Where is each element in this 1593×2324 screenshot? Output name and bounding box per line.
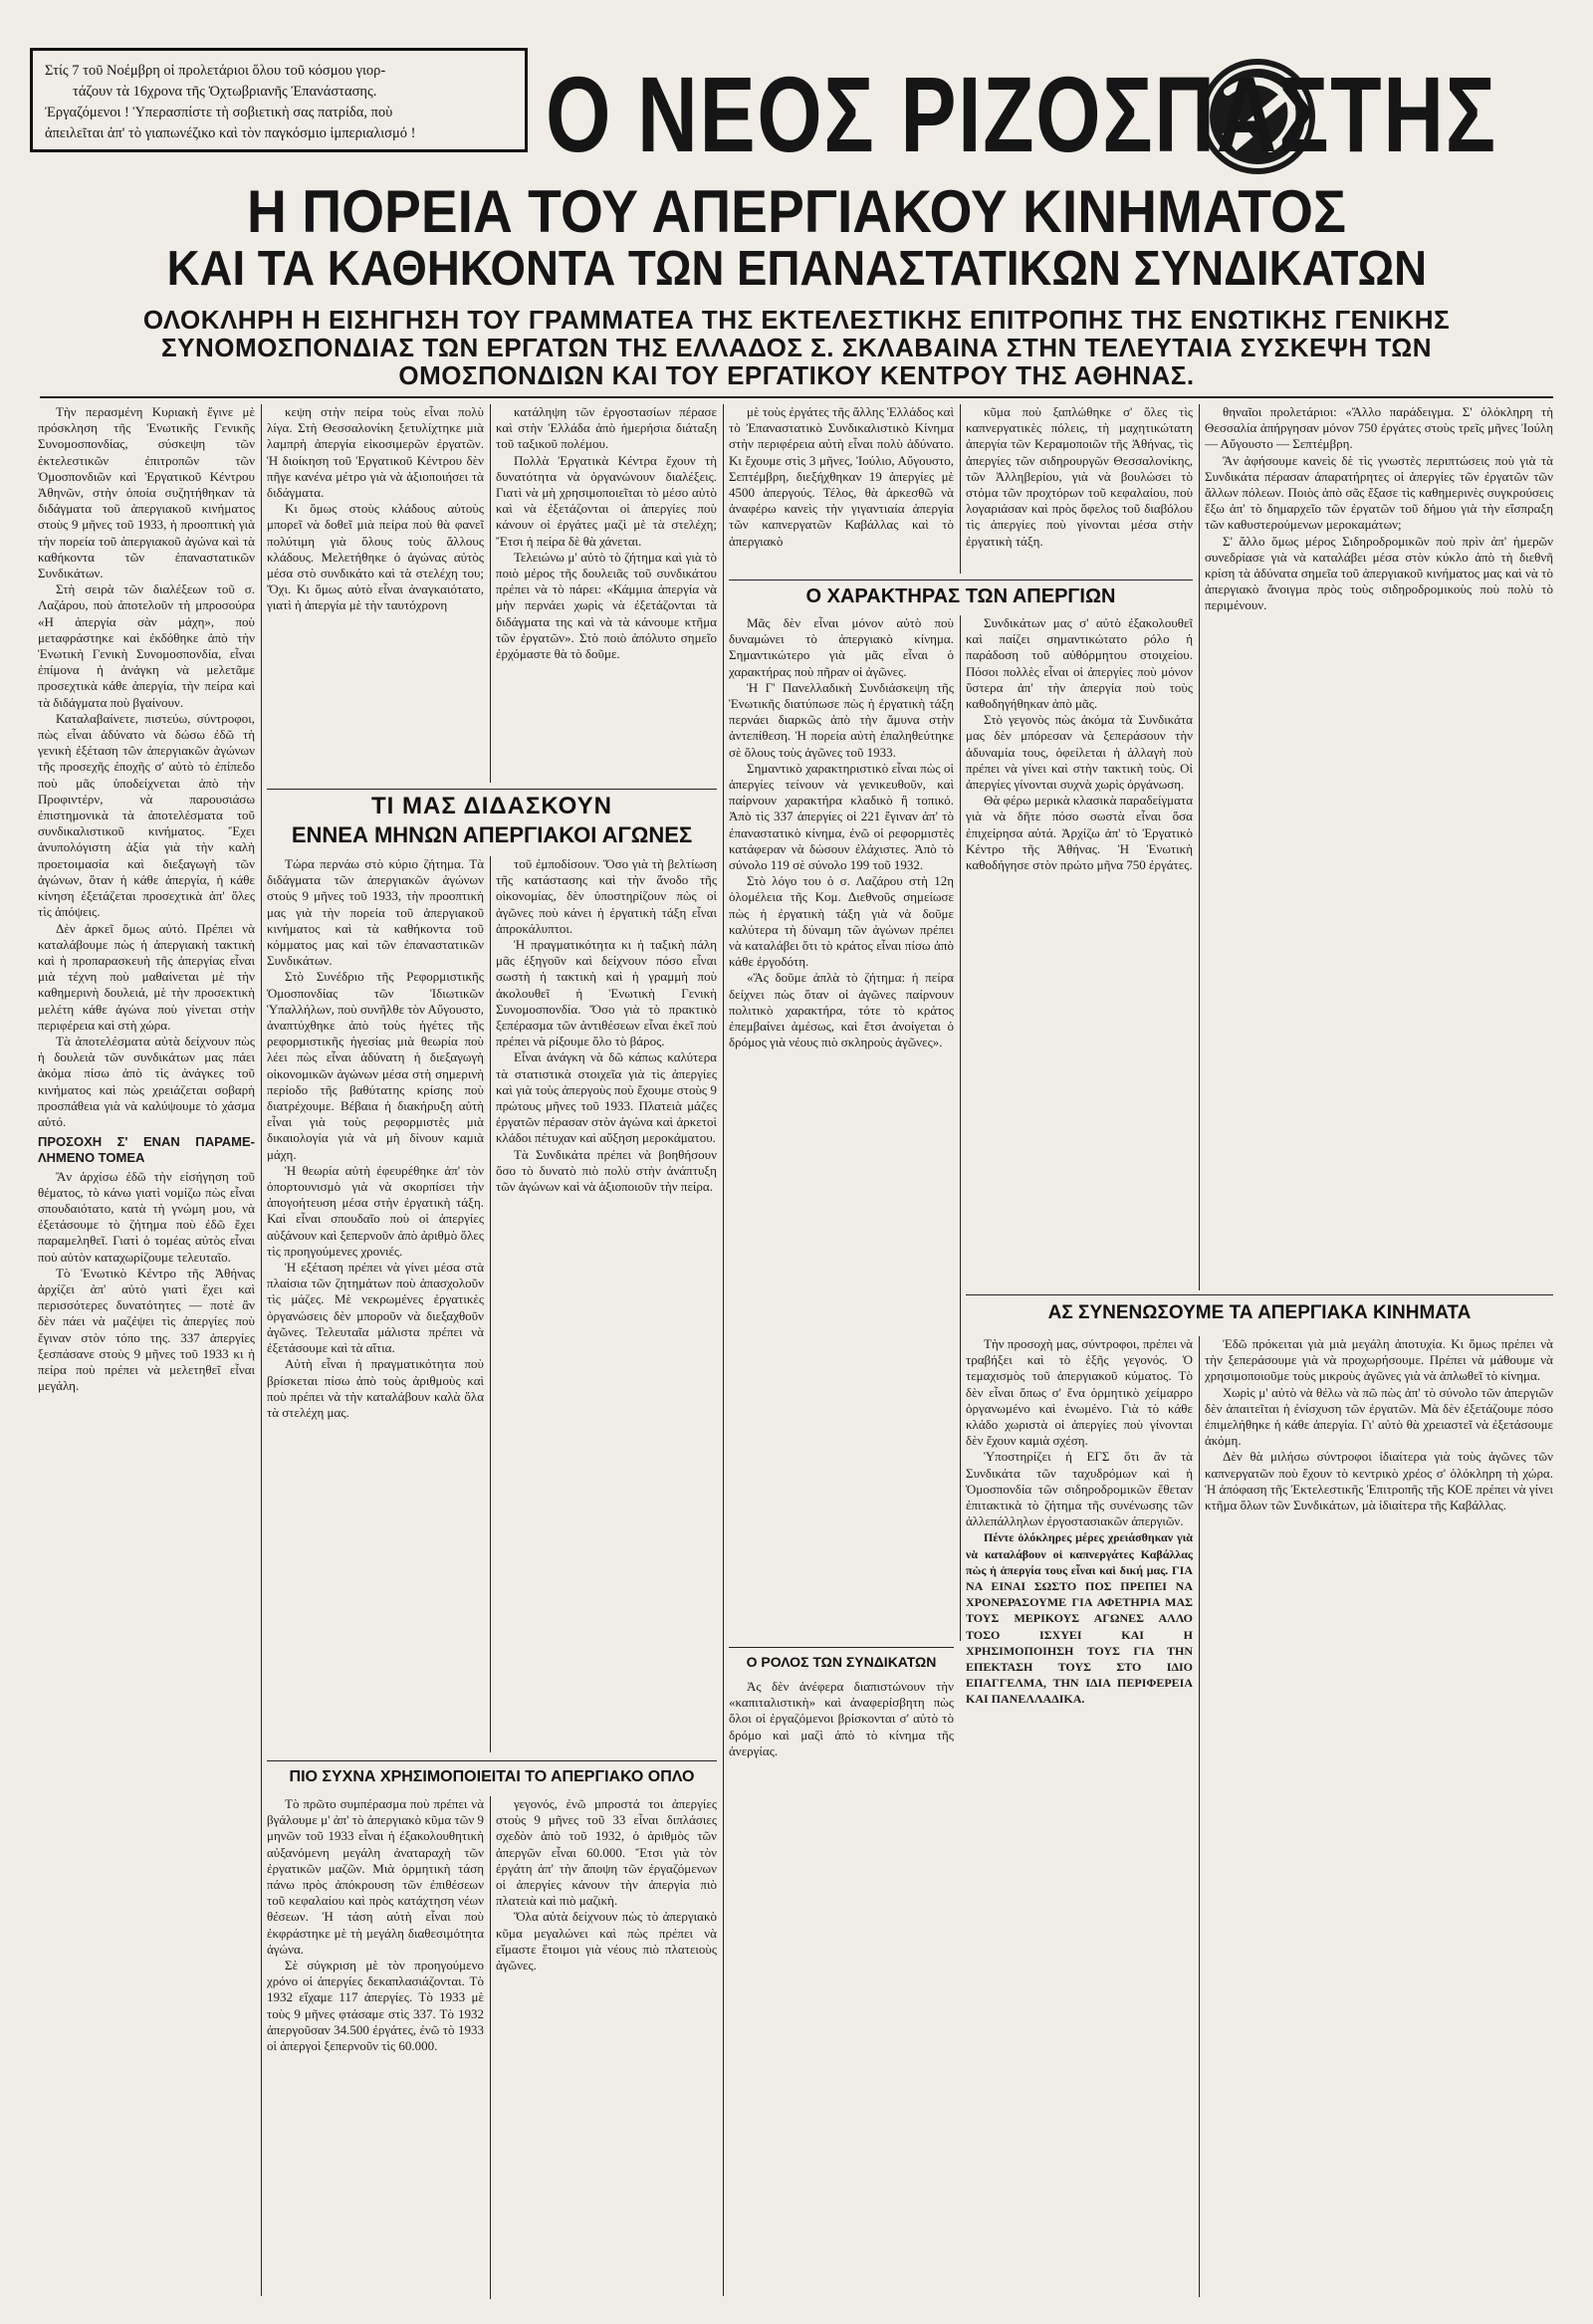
masthead-notice-box	[30, 48, 528, 152]
section-heading-attention: ΠΡΟΣΟΧΗ Σ' ΕΝΑΝ ΠΑΡΑΜΕ-ΛΗΜΕΝΟ ΤΟΜΕΑ	[38, 1134, 255, 1166]
paragraph: Ἀς δὲν ἀνέφερα διαπιστώνουν τὴν «καπιταλιστικὴ» καὶ ἀναφερίσβητη πὼς ὅλοι οἱ ἐργαζόμενοι βρίσκονται σ' αὐτὸ τὸ δρόμο καὶ μαζὶ ἀπὸ τὸ κίνημα τῆς ἀνεργίας.	[729, 1679, 954, 1758]
column-2-top	[267, 404, 484, 783]
headline-line1-text: Η ΠΟΡΕΙΑ ΤΟΥ ΑΠΕΡΓΙΑΚΟΥ ΚΙΝΗΜΑΤΟΣ	[247, 178, 1346, 245]
paragraph: κατάληψη τῶν ἐργοστασίων πέρασε καὶ στὴν Ἑλλάδα ἀπὸ ἡμερήσια διάταξη τοῦ ταξικοῦ πολέμου.	[496, 404, 717, 452]
section-heading-lessons-line2: ΕΝΝΕΑ ΜΗΝΩΝ ΑΠΕΡΓΙΑΚΟΙ ΑΓΩΝΕΣ	[291, 822, 693, 847]
column-1	[38, 404, 255, 2296]
column-5-middle	[966, 615, 1193, 1273]
paragraph: Στὴ σειρὰ τῶν διαλέξεων τοῦ σ. Λαζάρου, ποὺ ἀποτελοῦν τὴ μπροσούρα «Η ἀπεργία σὰν μάχη», ποὺ μεταφράστηκε καὶ ἐκδόθηκε ἀπὸ τὴν Ἑνωτικὴ Γενικὴ Συνομοσπονδία, εἶναι ἐπίμονα ἡ ἀνάγκη νὰ μελετᾶμε προσεχτικὰ κάθε ἀπεργία, τὴν πείρα καὶ τὰ διδάγματα ποὺ βγαίνουν.	[38, 581, 255, 710]
newspaper-logo	[546, 55, 1561, 174]
paragraph: Θὰ φέρω μερικὰ κλασικὰ παραδείγματα γιὰ νὰ δῆτε πόσο σωστὰ εἶναι ὅσα ἐπιχείρησα αὐτά. Ἀρχίζω ἀπ' τὸ Ἐργατικὸ Κέντρο τῆς Ἀθήνας. Ἡ Ἑνωτικὴ καθοδήγησε στὸν πρώτο μῆνα 750 ἐργάτες.	[966, 793, 1193, 873]
paragraph: Ὅλα αὐτὰ δείχνουν πὼς τὸ ἀπεργιακὸ κῦμα μεγαλώνει καὶ πὼς πρέπει νὰ εἴμαστε ἕτοιμοι γιὰ νέους πιὸ πλατειοὺς ἀγῶνες.	[496, 1909, 717, 1974]
paragraph: Τὸ πρῶτο συμπέρασμα ποὺ πρέπει νὰ βγάλουμε μ' ἀπ' τὸ ἀπεργιακὸ κῦμα τῶν 9 μηνῶν τοῦ 1933 εἶναι ἡ ἐξακολουθητικὴ αὐξανόμενη μεγάλη ἀναταραχὴ τῶν ἐργατικῶν μαζῶν. Μιὰ ὁρμητικὴ τάση πάνω πρὸς ἀπόκρουση τῶν ἐπιθέσεων τοῦ κεφαλαίου καὶ πρὸς κατάχτηση νέων θέσεων. Ἡ τάση αὐτὴ εἶναι ποὺ ἐκφράστηκε μὲ τὴ μεγάλη διαθεσιμότητα ἀγώνα.	[267, 1796, 484, 1957]
paragraph: κεψη στὴν πείρα τοὺς εἶναι πολὺ λίγα. Στὴ Θεσσαλονίκη ξετυλίχτηκε μιὰ λαμπρὴ ἀπεργία εἰκοσιμερῶν ἐργατῶν. Ἡ διοίκηση τοῦ Ἐργατικοῦ Κέντρου δὲν πῆγε κανένα μέτρο γιὰ νὰ ἀξιοποιήσει τὰ διδάγματα.	[267, 404, 484, 501]
paragraph: Σημαντικὸ χαρακτηριστικὸ εἶναι πὼς οἱ ἀπεργίες τείνουν νὰ γενικευθοῦν, καὶ παίρνουν χαρακτήρα κλαδικὸ ἢ τοπικό. Ἀπὸ τὶς 337 ἀπεργίες οἱ 221 ἔγιναν ἀπ' τὸ ἐπαναστατικὸ κίνημα, ἐνῶ οἱ ρεφορμιστὲς κατάφεραν νὰ δώσουν ἐλάχιστες. Ἀπὸ τὸ σύνολο 119 σὲ σύνολο 199 τοῦ 1932.	[729, 760, 954, 873]
paragraph: Τὴν προσοχὴ μας, σύντροφοι, πρέπει νὰ τραβήξει καὶ τὸ ἑξῆς γεγονός. Ὁ τεμαχισμὸς τοῦ ἀπεργιακοῦ κύματος. Τὸ δὲν εἶναι ὅπως σ' ἕνα ὁρμητικὸ χείμαρρο ὀργανωμένο καὶ ἑνωμένο. Γιὰ τὸ κάθε κλάδο χωριστὰ οἱ ἀπεργίες ποὺ γίνονται δὲν ἔχουν καμιὰ σχέση.	[966, 1336, 1193, 1449]
paragraph: Ἡ Γ' Πανελλαδικὴ Συνδιάσκεψη τῆς Ἑνωτικῆς διατύπωσε πὼς ἡ ἐργατικὴ τάξη περνάει διαρκῶς ἀπὸ τὴν ἄμυνα στὴν ἀντεπίθεση. Ἡ πορεία αὐτὴ ἐπαληθεύτηκε σὲ ὅλους τοὺς ἀγῶνες τοῦ 1933.	[729, 679, 954, 760]
notice-line: τάζουν τὰ 16χρονα τῆς Ὀχτωβριανῆς Ἐπανάστασης.	[73, 84, 377, 100]
paragraph: Τὸ Ἑνωτικὸ Κέντρο τῆς Ἀθήνας ἀρχίζει ἀπ' αὐτὸ γιατὶ ἔχει καὶ περισσότερες δυνατότητες — ποτὲ ἂν δὲν πάει νὰ μαζέψει τὶς ἀπεργίες ποὺ ἔγιναν στὸν τόπο της. 337 ἀπεργίες ξεσπάσανε στοὺς 9 μῆνες τοῦ 1933 κι ἡ πείρα ποὺ πρέπει νὰ μελετηθεῖ εἶναι μεγάλη.	[38, 1265, 255, 1394]
headline-divider	[40, 396, 1553, 398]
paragraph: Δὲν ἀρκεῖ ὅμως αὐτό. Πρέπει νὰ καταλάβουμε πὼς ἡ ἀπεργιακὴ τακτικὴ καὶ ἡ προπαρασκευὴ τῆς ἀπεργίας εἶναι μιὰ τέχνη ποὺ μαθαίνεται μὲ τὴν καθημερινὴ δουλειά, μὲ τὴν προσεκτικὴ μελέτη κάθε ἀγώνα ποὺ γίνεται στὴν περιφέρεια καὶ στὴ χώρα.	[38, 920, 255, 1033]
paragraph: Δὲν θὰ μιλήσω σύντροφοι ἰδιαίτερα γιὰ τοὺς ἀγῶνες τῶν καπνεργατῶν ποὺ ἔχουν τὸ κεντρικὸ χρέος σ' ὁλόκληρη τὴ χώρα. Ἡ ἀπόφαση τῆς Ἐκτελεστικῆς Ἐπιτροπῆς τῆς ΚΟΕ πρέπει νὰ γίνει κτῆμα ὅλων τῶν Συνδικάτων, μὰ ἰδιαίτερα τῆς Καβάλλας.	[1205, 1449, 1553, 1513]
column-rule	[490, 856, 491, 1752]
column-3-top	[496, 404, 717, 783]
column-rule	[490, 1796, 491, 2299]
paragraph: Χωρὶς μ' αὐτὸ νὰ θέλω νὰ πῶ πὼς ἀπ' τὸ σύνολο τῶν ἀπεργιῶν δὲν ἀπαιτεῖται ἡ ἐνίσχυση τῶν ἐργατῶν. Μὰ δὲν ἐξετάζουμε πόσο ἐπιμελήθηκε ἡ κάθε ἀπεργία. Γι' αὐτὸ θὰ χρειαστεῖ νὰ ἐξετάσουμε ἀκόμη.	[1205, 1384, 1553, 1449]
section-rule	[729, 580, 1193, 581]
column-5-top	[966, 404, 1193, 574]
section-rule	[267, 789, 717, 790]
paragraph: Εἶναι ἀνάγκη νὰ δῶ κάπως καλύτερα τὰ στατιστικὰ στοιχεῖα γιὰ τὶς ἀπεργίες καὶ γιὰ τοὺς ἀπεργοὺς ποὺ ἔχουμε στοὺς 9 πρώτους μῆνες τοῦ 1933. Πλατειὰ μάζες ἐργατῶν πέρασαν στὸν ἀγώνα καὶ ἀρκετοὶ κλάδοι πέτυχαν καὶ αὔξηση μεροκάματου.	[496, 1049, 717, 1146]
column-3-bottom	[496, 1796, 717, 2299]
paragraph: Αὐτὴ εἶναι ἡ πραγματικότητα ποὺ βρίσκεται πίσω ἀπὸ τοὺς ἀριθμοὺς καὶ ποὺ πρέπει νὰ τὴν καταλάβουν καλὰ ὅλα τὰ στελέχη μας.	[267, 1356, 484, 1420]
subheadline-line1: ΟΛΟΚΛΗΡΗ Η ΕΙΣΗΓΗΣΗ ΤΟΥ ΓΡΑΜΜΑΤΕΑ ΤΗΣ ΕΚΤΕΛΕΣΤΙΚΗΣ ΕΠΙΤΡΟΠΗΣ ΤΗΣ ΕΝΩΤΙΚΗΣ ΓΕΝΙΚΗΣ	[142, 305, 1451, 335]
paragraph: Στὸ λόγο του ὁ σ. Λαζάρου στὴ 12η ὁλομέλεια τῆς Κομ. Διεθνοῦς σημείωσε πὼς ἡ ἐργατικὴ τάξη γιὰ νὰ δοῦμε καλύτερα τὴ δύναμη τῶν ἀγώνων πρέπει νὰ καταλάβει ὅτι τὸ κράτος εἶναι πίσω ἀπὸ κάθε ἐργοδότη.	[729, 873, 954, 970]
column-rule	[490, 404, 491, 783]
notice-line: ἀπειλεῖται ἀπ' τὸ γιαπωνέζικο καὶ τὸν παγκόσμιο ἰμπεριαλισμό !	[45, 125, 416, 141]
column-4-bottom	[729, 1679, 954, 2296]
paragraph: Πολλὰ Ἐργατικὰ Κέντρα ἔχουν τὴ δυνατότητα νὰ ὀργανώνουν διαλέξεις. Γιατὶ νὰ μὴ χρησιμοποιεῖται τὸ μέσο αὐτὸ καὶ νὰ ἐξετάζονται οἱ ἀπεργίες ποὺ κάνουν οἱ ἐργάτες μαζὶ μὲ τὰ στελέχη; Ἔτσι ἡ πείρα δὲ θὰ χάνεται.	[496, 452, 717, 549]
paragraph: Στὸ γεγονὸς πὼς ἀκόμα τὰ Συνδικάτα μας δὲν μπόρεσαν νὰ ξεπεράσουν τὴν ἀδυναμία τους, ὀφείλεται ἡ ἀλλαγὴ ποὺ πρέπει νὰ γίνει καὶ στὴν τακτικὴ τοὺς. Οἱ ἀπεργίες γίνονται συχνὰ χωρὶς ὀργάνωση.	[966, 712, 1193, 793]
column-rule	[960, 615, 961, 1641]
paragraph: Τὴν περασμένη Κυριακὴ ἔγινε μὲ πρόσκληση τῆς Ἑνωτικῆς Γενικῆς Συνομοσπονδίας, σύσκεψη τῶν ἐκτελεστικῶν ἐπιτροπῶν τῶν Ὁμοσπονδιῶν καὶ Ἐργατικοῦ Κέντρου Ἀθηνῶν, στὴν ὁποία συζητήθηκαν τὰ διδάγματα τοῦ ἀπεργιακοῦ κινήματος στοὺς 9 μῆνες τοῦ 1933, ἡ προοπτικὴ γιὰ τὴν πορεία τοῦ ἀπεργιακοῦ ἀγώνα καὶ τὰ καθήκοντα τῶν ἐπαναστατικῶν Συνδικάτων.	[38, 404, 255, 581]
paragraph: θηναῖοι προλετάριοι: «Ἄλλο παράδειγμα. Σ' ὁλόκληρη τὴ Θεσσαλία ἀπήργησαν μόνον 750 ἐργάτες στοὺς τρεῖς μῆνες Ἰούλη — Αὔγουστο — Σεπτέμβρη.	[1205, 404, 1553, 452]
column-5-bottom	[966, 1336, 1193, 2297]
column-rule	[1199, 404, 1200, 1290]
paragraph: Σὲ σύγκριση μὲ τὸν προηγούμενο χρόνο οἱ ἀπεργίες δεκαπλασιάζονται. Τὸ 1932 εἴχαμε 117 ἀπεργίες. Τὸ 1933 μὲ τοὺς 9 μῆνες φτάσαμε στὶς 337. Τὸ 1932 ἀπεργοῦσαν 34.500 ἐργάτες, ἐνῶ τὸ 1933 οἱ ἀπεργοὶ ξεπερνοῦν τὶς 60.000.	[267, 1958, 484, 2054]
paragraph: Τὰ Συνδικάτα πρέπει νὰ βοηθήσουν ὅσο τὸ δυνατὸ πιὸ πολὺ στὴν ἀνάπτυξη τῶν ἀγώνων καὶ νὰ ἀξιοποιοῦν τὴν πείρα.	[496, 1146, 717, 1195]
headline-line2	[0, 241, 1593, 297]
section-heading-unify: ΑΣ ΣΥΝΕΝΩΣΟΥΜΕ ΤΑ ΑΠΕΡΓΙΑΚΑ ΚΙΝΗΜΑΤΑ	[1047, 1302, 1472, 1323]
notice-line: Στίς 7 τοῦ Νοέμβρη οἱ προλετάριοι ὅλου τοῦ κόσμου γιορ-	[45, 63, 386, 79]
paragraph: Μᾶς δὲν εἶναι μόνον αὐτὸ ποὺ δυναμώνει τὸ ἀπεργιακὸ κίνημα. Σημαντικώτερο γιὰ μᾶς εἶναι ὁ χαρακτήρας ποὺ πῆραν οἱ ἀγῶνες.	[729, 615, 954, 679]
paragraph: Ἡ εξέταση πρέπει νὰ γίνει μέσα στὰ πλαίσια τῶν ζητημάτων ποὺ ἀπασχολοῦν τὶς μάζες. Μὲ νεκρωμένες ἐργατικὲς ὀργανώσεις δὲν μποροῦν νὰ διεξαχθοῦν ἀγῶνες. Τελευταῖα μάλιστα πρέπει νὰ ἐξετάσουμε καὶ τὰ αἴτια.	[267, 1260, 484, 1356]
section-heading-weapon: ΠΙΟ ΣΥΧΝΑ ΧΡΗΣΙΜΟΠΟΙΕΙΤΑΙ ΤΟ ΑΠΕΡΓΙΑΚΟ ΟΠΛΟ	[289, 1768, 695, 1785]
paragraph: Ὑποστηρίζει ἡ ΕΓΣ ὅτι ἂν τὰ Συνδικάτα τῶν ταχυδρόμων καὶ ἡ Ὁμοσπονδία τῶν σιδηροδρομικῶν ἔθεταν ἐπιτακτικὰ τὸ ζήτημα τῆς συνένωσης τῶν ἀλλεπάλληλων ἐργοστασιακῶν ἀπεργιῶν.	[966, 1449, 1193, 1529]
column-2-middle	[267, 856, 484, 1752]
paragraph: Τελειώνω μ' αὐτὸ τὸ ζήτημα καὶ γιὰ τὸ ποιὸ μέρος τῆς δουλειᾶς τοῦ συνδικάτου πρέπει νὰ τὸ πάρει: «Κάμμια ἀπεργία νὰ μὴν περνάει χωρὶς νὰ ἐξετάζονται τὰ διδάγματα της καὶ νὰ τὰ κάνουμε κτῆμα τῶν ἐργατῶν». Στὸ ποιὸ ἀπόλυτο σημεῖο ἐρχόμαστε θὰ τὸ δοῦμε.	[496, 549, 717, 662]
column-2-bottom	[267, 1796, 484, 2299]
column-4-top	[729, 404, 954, 574]
paragraph: «Ἄς δοῦμε ἀπλὰ τὸ ζήτημα: ἡ πείρα δείχνει πὼς ὅταν οἱ ἀγῶνες παίρνουν πολιτικὸ χαρακτήρα, τότε τὸ κράτος ἐπεμβαίνει ἀμέσως, καὶ ἔτσι ἀνοίγεται ὁ δρόμος γιὰ νέους πιὸ σκληροὺς ἀγῶνες».	[729, 970, 954, 1050]
section-rule	[966, 1294, 1553, 1295]
paragraph: Ἂν ἀφήσουμε κανεὶς δὲ τὶς γνωστὲς περιπτώσεις ποὺ γιὰ τὰ Συνδικάτα πέρασαν ἀπαρατήρητες οἱ ἀπεργίες τῶν ἐργατῶν τῶν ἄλλων πόλεων. Ποιὸς ἀπὸ σᾶς ἔξασε τὶς καθημερινὲς συγκρούσεις ἔξω ἀπ' τὸ δημαρχεῖο τῶν ἐργατῶν τοῦ δήμου γιὰ τὴν εἴσπραξη τῶν καθυστερούμενων μεροκαμάτων;	[1205, 452, 1553, 533]
paragraph: γεγονός, ἐνῶ μπροστά τοι ἀπεργίες στοὺς 9 μῆνες τοῦ 33 εἶναι διπλάσιες σχεδὸν ἀπὸ τοῦ 1932, ὁ ἀριθμὸς τῶν ἀπεργῶν εἶναι 60.000. Ἔτσι γιὰ τὸν ἐργάτη ἀπ' τὴν ἄποψη τῶν ἐργαζόμενων οἱ ἀπεργίες κάνουν τὴν ἀπεργία πιὸ πλατειὰ καὶ πιὸ μαζικὴ.	[496, 1796, 717, 1909]
paragraph: Σ' ἄλλο ὅμως μέρος Σιδηροδρομικῶν ποὺ πρὶν ἀπ' ἡμερῶν συνεδρίασε γιὰ νὰ καταλάβει μέσα στὸν κύκλο ἀπὸ τὴ διεθνῆ κρίση τὰ ἀδύνατα σημεῖα τοῦ ἀπεργιακοῦ κινήματος μας καὶ νὰ τὸ ἀπεργιακὸ ἄνοιγμα πρὸς τοὺς σιδηροδρομικοὺς ποὺ πολὺ τὸ περιμένουν.	[1205, 533, 1553, 613]
section-rule	[267, 1760, 717, 1761]
paragraph: Ἡ θεωρία αὐτὴ ἐφευρέθηκε ἀπ' τὸν ὀπορτουνισμὸ γιὰ νὰ σκορπίσει τὴν ἀπογοήτευση μέσα στὴν ἐργατικὴ τάξη. Καὶ εἶναι σπουδαῖο ποὺ οἱ ἀπεργίες αὐξάνουν καὶ ξεπερνοῦν ἀπὸ ἀριθμὸ ὅλες τὶς προηγούμενες χρονιές.	[267, 1162, 484, 1259]
paragraph: μὲ τοὺς ἐργάτες τῆς ἄλλης Ἑλλάδος καὶ τὸ Ἐπαναστατικὸ Συνδικαλιστικὸ Κίνημα στὴν περιφέρεια αὐτὴ εἶναι πολὺ ἀδύνατο. Κι ἔχουμε στὶς 3 μῆνες, Ἰούλιο, Αὔγουστο, Σεπτέμβρη, διεξήχθηκαν 19 ἀπεργίες μὲ 4500 ἀπεργούς. Τέλος, θὰ ἀρκεσθῶ νὰ ἀναφέρω κανεὶς τὴν γιγαντιαία ἀπεργία τῶν καπνεργατῶν Καβάλλας καὶ τὸ ἀπεργιακὸ	[729, 404, 954, 549]
paragraph: κῦμα ποὺ ξαπλώθηκε σ' ὅλες τὶς καπνεργατικὲς πόλεις, τὴ μαχητικώτατη ἀπεργία τῶν Κεραμοποιῶν τῆς Ἀθήνας, τὶς ἀπεργίες τῶν σιδηρουργῶν Θεσσαλονίκης, τῶν Ἀλληβερίου, γιὰ νὰ βουλώσει τὸ στόμα τῶν προχτόρων τοῦ κεφαλαίου, ποὺ λογαριάσαν καὶ πρὸς ὄφελος τοῦ διαβόλου τὶς ἀπεργίες ποὺ γίνονται μέσα στὴν ἐργατικὴ τάξη.	[966, 404, 1193, 549]
headline-line2-text: ΚΑΙ ΤΑ ΚΑΘΗΚΟΝΤΑ ΤΩΝ ΕΠΑΝΑΣΤΑΤΙΚΩΝ ΣΥΝΔΙΚΑΤΩΝ	[166, 242, 1427, 296]
column-6-bottom	[1205, 1336, 1553, 2297]
section-heading-role: Ο ΡΟΛΟΣ ΤΩΝ ΣΥΝΔΙΚΑΤΩΝ	[746, 1654, 937, 1670]
paragraph: Ἐδῶ πρόκειται γιὰ μιὰ μεγάλη ἀποτυχία. Κι ὅμως πρέπει νὰ τὴν ξεπεράσουμε γιὰ νὰ προχωρήσουμε. Πρέπει νὰ μάθουμε νὰ χρησιμοποιοῦμε τοὺς μικροὺς ἀγῶνες γιὰ νὰ ἀπλωθεῖ τὸ κίνημα.	[1205, 1336, 1553, 1384]
section-rule	[729, 1647, 954, 1648]
column-6-top	[1205, 404, 1553, 1290]
paragraph: Τώρα περνάω στὸ κύριο ζήτημα. Τὰ διδάγματα τῶν ἀπεργιακῶν ἀγώνων στοὺς 9 μῆνες τοῦ 1933, τὴν προοπτικὴ μας γιὰ τὴν πορεία τοῦ ἀπεργιακοῦ κινήματος καὶ τὰ καθήκοντα τοῦ κόμματος μας καὶ τῶν ἐπαναστατικῶν Συνδικάτων.	[267, 856, 484, 969]
subheadline-line3: ΟΜΟΣΠΟΝΔΙΩΝ ΚΑΙ ΤΟΥ ΕΡΓΑΤΙΚΟΥ ΚΕΝΤΡΟΥ ΤΗΣ ΑΘΗΝΑΣ.	[398, 360, 1195, 390]
paragraph: Ἡ πραγματικότητα κι ἡ ταξικὴ πάλη μᾶς ἐξηγοῦν καὶ δείχνουν πόσο εἶναι σωστὴ ἡ τακτικὴ καὶ ἡ γραμμὴ ποὺ ἀκολουθεῖ ἡ Ἑνωτικὴ Γενικὴ Συνομοσπονδία. Ὅσο γιὰ τὸ πρακτικὸ ξεπέρασμα τῶν ἀντιθέσεων εἶναι ἐκεῖ ποὺ πρέπει νὰ ρίξουμε ὅλο τὸ βάρος.	[496, 937, 717, 1049]
column-rule	[261, 404, 262, 2296]
paper-name: Ο ΝΕΟΣ ΡΙΖΟΣΠΑΣΤΗΣ	[546, 54, 1497, 174]
column-rule	[1199, 1336, 1200, 2297]
section-heading-character: Ο ΧΑΡΑΚΤΗΡΑΣ ΤΩΝ ΑΠΕΡΓΙΩΝ	[805, 585, 1116, 607]
paragraph: Κι ὅμως στοὺς κλάδους αὐτοὺς μπορεῖ νὰ δοθεῖ μιὰ πείρα ποὺ θὰ φανεῖ πολύτιμη γιὰ ὅλους τοὺς ἄλλους κλάδους. Μελετήθηκε ὁ ἀγώνας αὐτὸς μέσα στὸ συνδικάτο καὶ τὰ στελέχη του; Ὄχι. Κι ὅμως αὐτὸ εἶναι ἀναγκαιότατο, γιατὶ ἡ ἀπεργία μὲ τὴν ταυτόχρονη	[267, 501, 484, 613]
column-rule	[723, 404, 724, 2296]
headline-line1	[0, 179, 1593, 245]
notice-line: Ἐργαζόμενοι ! Ὑπερασπίστε τὴ σοβιετικὴ σας πατρίδα, ποὺ	[45, 105, 393, 120]
paragraph: Πέντε ὁλόκληρες μέρες χρειάσθηκαν γιὰ νὰ καταλάβουν οἱ καπνεργάτες Καβάλλας πὼς ἡ ἀπεργία τους εἶναι καὶ δική μας. ΓΙΑ ΝΑ ΕΙΝΑΙ ΣΩΣΤΟ ΠΟΣ ΠΡΕΠΕΙ ΝΑ ΧΡΟΝΕΡΑΣΟΥΜΕ ΓΙΑ ΑΦΕΤΗΡΙΑ ΜΑΣ ΤΟΥΣ ΜΕΡΙΚΟΥΣ ΑΓΩΝΕΣ ΑΛΛΟ ΤΟΣΟ ΙΣΧΥΕΙ ΚΑΙ Η ΧΡΗΣΙΜΟΠΟΙΗΣΗ ΤΟΥΣ ΓΙΑ ΤΗΝ ΕΠΕΚΤΑΣΗ ΤΟΥΣ ΣΤΟ ΙΔΙΟ ΕΠΑΓΓΕΛΜΑ, ΤΗΝ ΙΔΙΑ ΠΕΡΙΦΕΡΕΙΑ ΚΑΙ ΠΑΝΕΛΛΑΔΙΚΑ.	[966, 1530, 1193, 1707]
paragraph: τοῦ ἐμποδίσουν. Ὅσο γιὰ τὴ βελτίωση τῆς κατάστασης καὶ τὴν ἄνοδο τῆς οἰκονομίας, δὲν ὑποστηρίζουν πὼς οἱ ἀγῶνες ποὺ κάνει ἡ ἐργατικὴ τάξη εἶναι ἀπροκάλυπτοι.	[496, 856, 717, 936]
paragraph: Καταλαβαίνετε, πιστεύω, σύντροφοι, πὼς εἶναι ἀδύνατο νὰ δώσω ἐδῶ τὴ γενικὴ ἐξέταση τῶν ἀπεργιακῶν ἀγώνων τῆς προσεχῆς ἐποχῆς σ' αὐτὸ τὸ ἐπίπεδο ποὺ μᾶς ὑποδείχνεται ἀπὸ τὴν Προφιντέρν, νὰ παρουσιάσω ἐπιστημονικὰ τὰ ἀποτελέσματα τοῦ συνδικαλιστικοῦ κινήματος. Ἔχει ἀνυπολόγιστη ἀξία γιὰ τὴν καλὴ προετοιμασία καὶ διεξαγωγὴ τῶν ἀγώνων, ὅταν ἡ κάθε ἀπεργία, ἡ κάθε κίνηση ἐξετάζεται προσεχτικὰ ἀπ' ὅλες τὶς ἀπόψεις.	[38, 710, 255, 920]
column-rule	[960, 404, 961, 574]
paragraph: Ἄν ἀρχίσω ἐδῶ τὴν εἰσήγηση τοῦ θέματος, τὸ κάνω γιατὶ νομίζω πὼς εἶναι σπουδαιότατο, κατὰ τὴ γνώμη μου, νὰ ἐξετάσουμε τὸ ζήτημα ποὺ ἐδῶ ἔχει παραμεληθεῖ. Γιατὶ ὁ τομέας αὐτὸς εἶναι ποὺ αὐτὸν καταχωρίζουμε τελευταῖο.	[38, 1168, 255, 1265]
subheadline-line2: ΣΥΝΟΜΟΣΠΟΝΔΙΑΣ ΤΩΝ ΕΡΓΑΤΩΝ ΤΗΣ ΕΛΛΑΔΟΣ Σ. ΣΚΛΑΒΑΙΝΑ ΣΤΗΝ ΤΕΛΕΥΤΑΙΑ ΣΥΣΚΕΨΗ ΤΩΝ	[161, 333, 1432, 362]
section-heading-lessons-line1: ΤΙ ΜΑΣ ΔΙΔΑΣΚΟΥΝ	[371, 793, 612, 819]
paragraph: Συνδικάτων μας σ' αὐτὸ ἐξακολουθεῖ καὶ παίζει σημαντικώτατο ρόλο ἡ παράδοση τοῦ αὐθόρμητου στοιχείου. Πόσοι πολλὲς εἶναι οἱ ἀπεργίες ποὺ μόνον ὕστερα ἀπ' τὴν ἀπεργία ποὺ τοὺς καθοδηγήθηκαν ἀπὸ μᾶς.	[966, 615, 1193, 712]
column-4-middle	[729, 615, 954, 1641]
paragraph: Στὸ Συνέδριο τῆς Ρεφορμιστικῆς Ὁμοσπονδίας τῶν Ἰδιωτικῶν Ὑπαλλήλων, ποὺ συνῆλθε τὸν Αὔγουστο, ἀναπτύχθηκε ἀπὸ τοὺς ἡγέτες τῆς ρεφορμιστικῆς ἡγεσίας μιὰ θεωρία ποὺ λέει πὼς εἶναι ἀδύνατη ἡ διεξαγωγὴ οἰκονομικῶν ἀγώνων μέσα στὴ σημερινὴ περίοδο τῆς βαθύτατης κρίσης ποὺ διατρέχουμε. Βέβαια ἡ διακήρυξη αὐτὴ εἶναι γιὰ τοὺς ρεφορμιστὲς μιὰ δικαιολογία γιὰ νὰ μὴ δίνουν καμιὰ μάχη.	[267, 969, 484, 1162]
column-3-middle	[496, 856, 717, 1752]
paragraph: Τὰ ἀποτελέσματα αὐτὰ δείχνουν πὼς ἡ δουλειὰ τῶν συνδικάτων μας πάει ἀκόμα πίσω ἀπὸ τὶς ἀνάγκες τοῦ κινήματος καὶ πὼς χρειάζεται σοβαρὴ προσπάθεια γιὰ νὰ καλύψουμε τὸ χάσμα αὐτό.	[38, 1033, 255, 1129]
